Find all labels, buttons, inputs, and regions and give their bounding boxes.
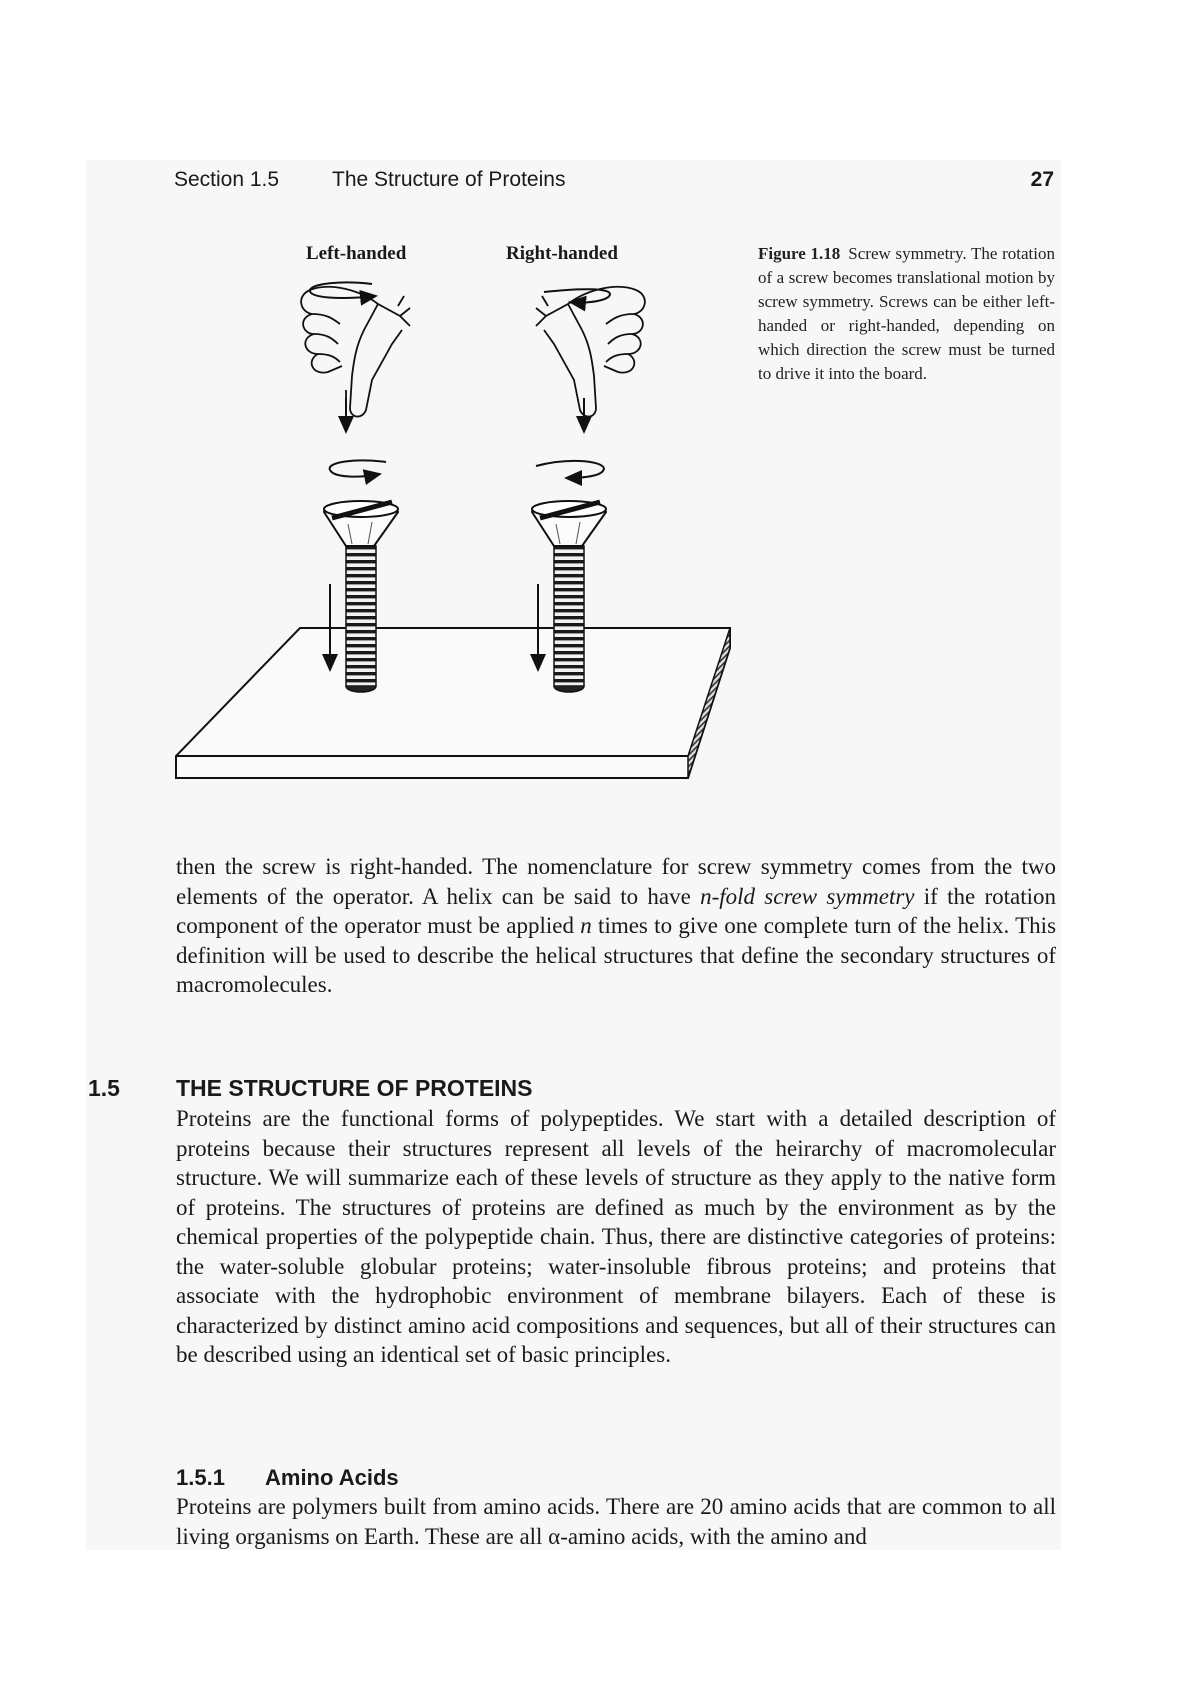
paragraph-proteins: Proteins are the functional forms of polypeptides. We start with a detailed description of proteins because their structures represent all levels of the heirarchy of macromolecular structure. We will summarize each of these levels of structure as they apply to the native form of proteins. The structures of proteins are defined as much by the environment as by the chemical properties of the polypeptide chain. Thus, there are distinctive categories of proteins: the water-soluble globular proteins; water-insoluble fibrous proteins; and proteins that associate with the hydrophobic environment of membrane bilayers. Each of these is characterized by distinct amino acid compositions and sequences, but all of their structures can be described using an identical set of basic principles. (176, 1106, 1056, 1367)
figure-caption (758, 242, 1055, 386)
figure-label-left-handed: Left-handed (306, 243, 407, 264)
rotation-arrow-icon (544, 289, 610, 302)
paragraph-text: times to give one complete turn of the helix. This definition will be used to describe the helical structures that define the secondary structures of macromolecules. (176, 913, 1057, 997)
paragraph-text: then the screw is right-handed. The nomenclature for screw symmetry comes from the two elements of the operator. A helix can be said to have (176, 854, 1056, 909)
section-number: 1.5 (88, 1075, 120, 1102)
board-icon (176, 628, 730, 778)
running-head (174, 168, 1054, 198)
paragraph-amino-acids: Proteins are polymers built from amino acids. There are 20 amino acids that are common to all living organisms on Earth. These are all α-amino acids, with the amino and (176, 1494, 1056, 1549)
left-hand-icon (301, 287, 410, 424)
subsection-number: 1.5.1 (176, 1465, 225, 1490)
running-head-section: Section 1.5 (174, 168, 280, 191)
figure-caption-text: Screw symmetry. The rotation of a screw becomes translational motion by screw symmetry. Screws can be either left-handed or right-handed, depending on which direction the screw must be turned to drive it into the board. (758, 244, 1055, 383)
section-heading (88, 1075, 1068, 1107)
paragraph-screw-symmetry (176, 852, 1056, 1000)
section-title: THE STRUCTURE OF PROTEINS (176, 1075, 533, 1102)
page-number: 27 (1030, 168, 1054, 191)
subsection-title: Amino Acids (265, 1465, 399, 1490)
variable-n: n (580, 913, 592, 938)
figure-number: Figure 1.18 (758, 244, 841, 263)
emphasis-term: n-fold screw symmetry (700, 883, 915, 909)
subsection-heading (176, 1465, 776, 1495)
figure-label-right-handed: Right-handed (506, 243, 618, 264)
rotation-arrow-icon (536, 461, 604, 478)
right-hand-icon (536, 287, 645, 417)
running-head-title: The Structure of Proteins (332, 168, 566, 191)
paragraph-text: if the rotation component of the operator must be applied (176, 883, 1057, 938)
rotation-arrow-icon (330, 460, 386, 476)
screw-symmetry-figure (172, 236, 732, 808)
